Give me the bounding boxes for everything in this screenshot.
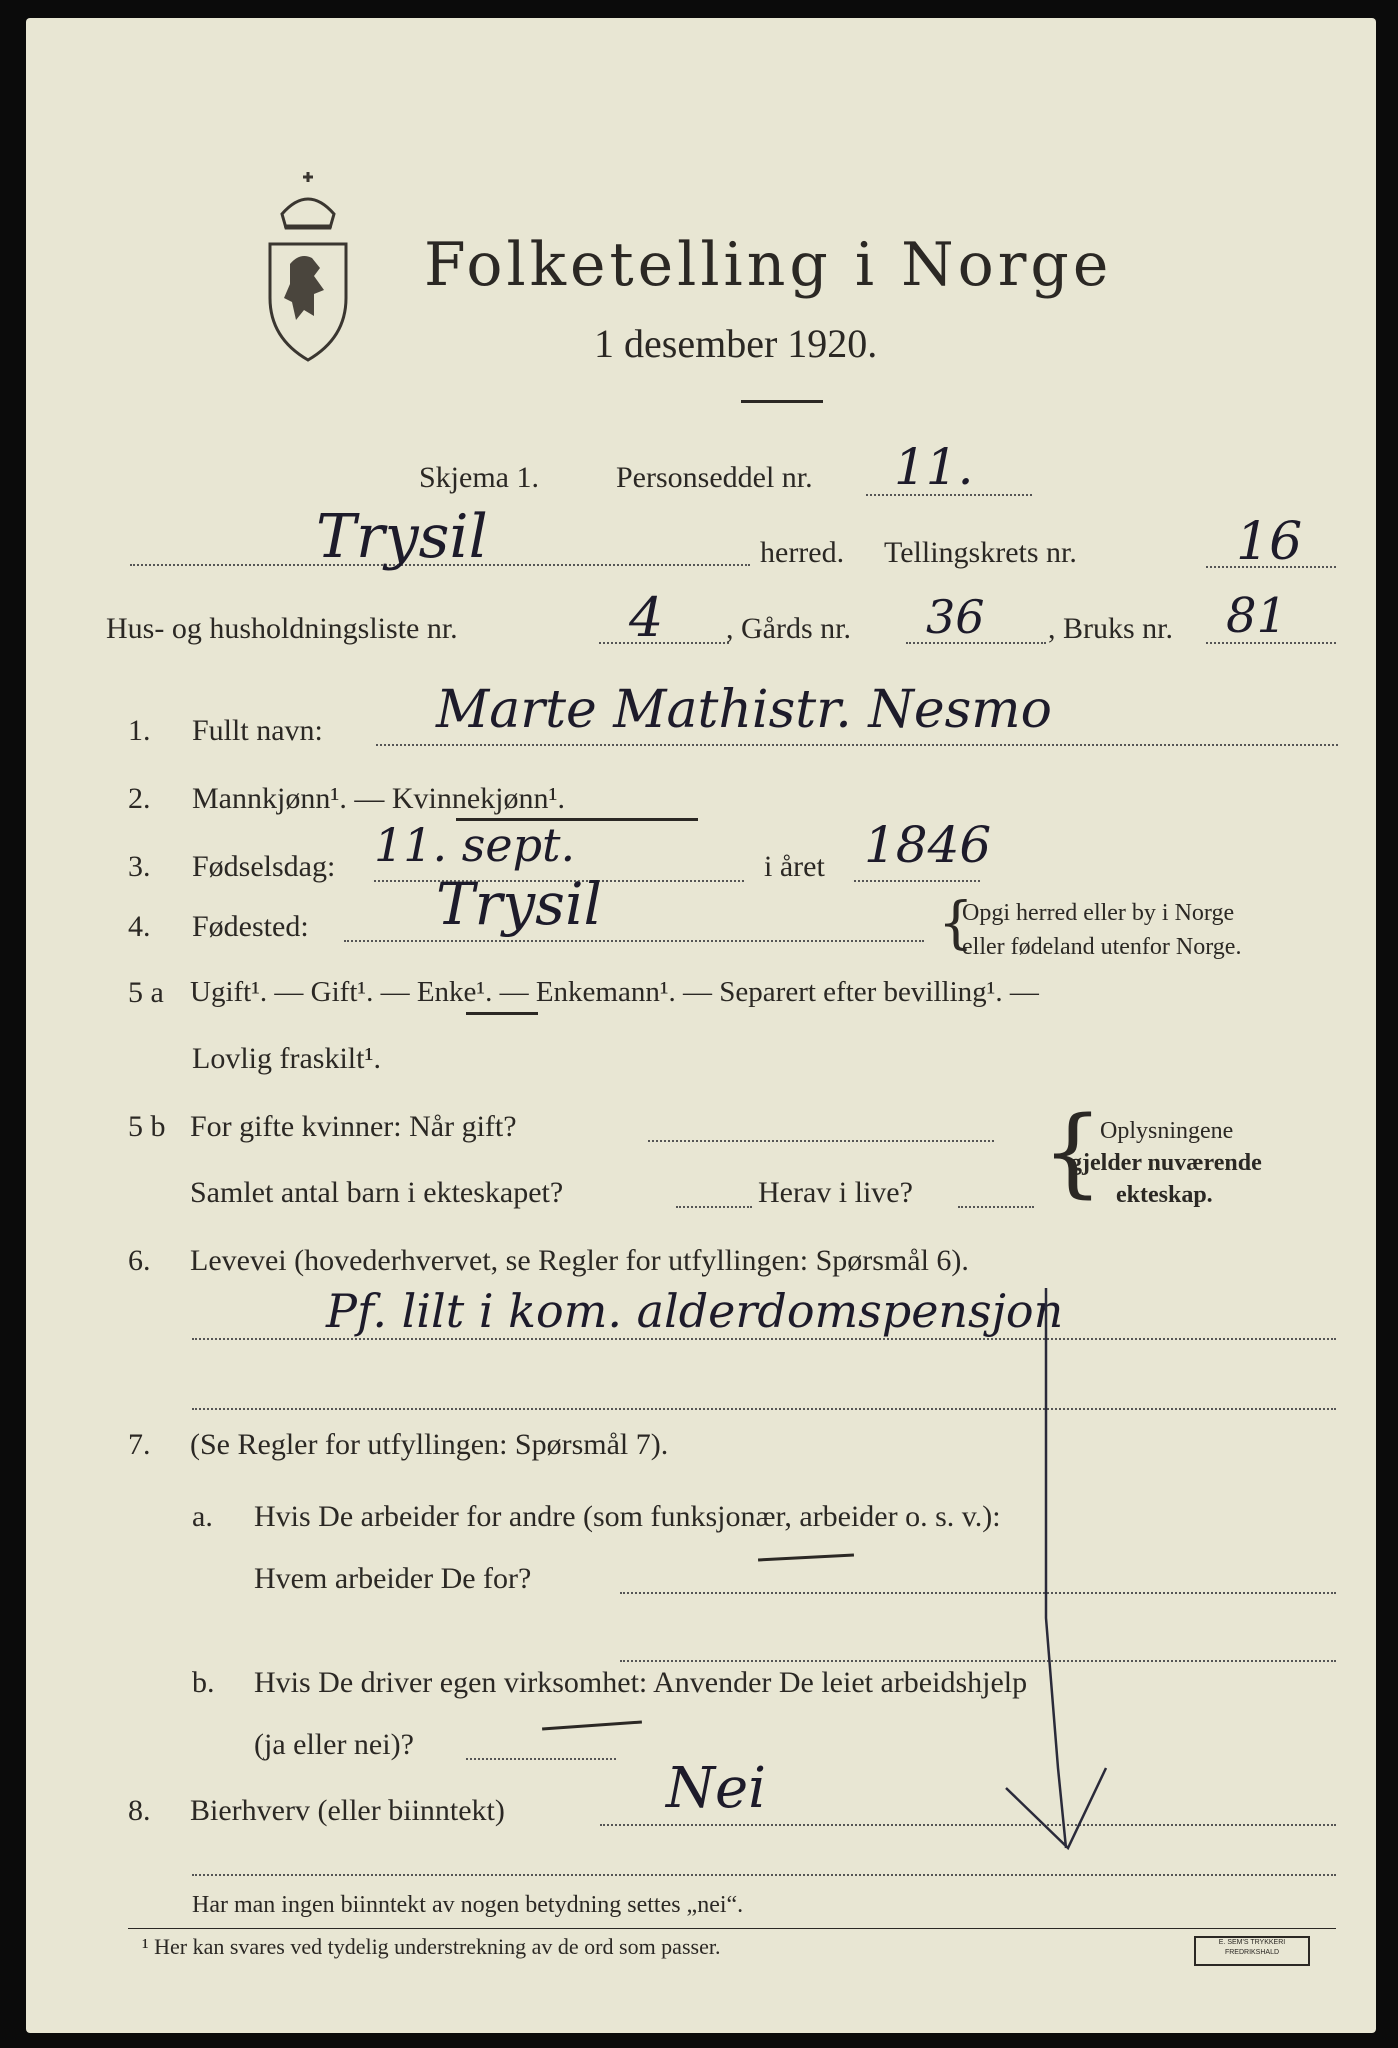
personseddel-label: Personseddel nr. <box>616 461 813 494</box>
husholdningsliste-value: 4 <box>629 586 664 649</box>
check-mark-stroke <box>986 1288 1126 1868</box>
husholdningsliste-line <box>599 642 729 644</box>
q1-label: Fullt navn: <box>192 714 323 747</box>
q4-value: Trysil <box>436 870 603 938</box>
q5b-line-2b: Herav i live? <box>758 1176 913 1209</box>
q7b-letter: b. <box>192 1666 215 1699</box>
q5b-note-1: Oplysningene <box>1100 1118 1234 1144</box>
bruks-value: 81 <box>1226 588 1288 644</box>
census-date: 1 desember 1920. <box>594 321 878 366</box>
tellingskrets-label: Tellingskrets nr. <box>884 536 1077 569</box>
q3-year-label: i året <box>764 850 825 883</box>
husholdningsliste-label: Hus- og husholdningsliste nr. <box>106 612 458 645</box>
q5b-note-2: gjelder nuværende <box>1070 1150 1262 1176</box>
q5b-gift-line <box>648 1140 994 1142</box>
q5b-live-line <box>958 1206 1034 1208</box>
q6-number: 6. <box>128 1244 151 1277</box>
skjema-label: Skjema 1. <box>419 461 539 494</box>
printer-stamp: E. SEM'S TRYKKERI FREDRIKSHALD <box>1194 1936 1310 1966</box>
q2-label: Mannkjønn¹. — Kvinnekjønn¹. <box>192 782 565 815</box>
q6-line-1 <box>192 1338 1336 1340</box>
q4-brace: { <box>938 891 974 956</box>
q4-line <box>344 940 924 942</box>
q3-year-value: 1846 <box>864 816 992 874</box>
q7a-line-extra <box>620 1660 1336 1662</box>
q8-value: Nei <box>666 1756 767 1821</box>
herred-value: Trysil <box>316 502 488 572</box>
q4-number: 4. <box>128 910 151 943</box>
q5a-line-1: Ugift¹. — Gift¹. — Enke¹. — Enkemann¹. — Separert efter bevilling¹. — <box>190 976 1039 1008</box>
coat-of-arms-icon <box>260 164 356 374</box>
q5b-line-1: For gifte kvinner: Når gift? <box>190 1110 517 1143</box>
q7b-line-2: (ja eller nei)? <box>254 1728 414 1761</box>
q3-value: 11. sept. <box>374 818 576 872</box>
q7b-dash <box>542 1721 642 1731</box>
q3-year-line <box>854 880 980 882</box>
q7a-line-1: Hvis De arbeider for andre (som funksjonær, arbeider o. s. v.): <box>254 1500 1001 1533</box>
form-title: Folketelling i Norge <box>424 230 1113 300</box>
q7a-line-2: Hvem arbeider De for? <box>254 1562 532 1595</box>
q5a-underline <box>466 1012 538 1015</box>
q7-label: (Se Regler for utfyllingen: Spørsmål 7). <box>190 1428 669 1461</box>
q7a-letter: a. <box>192 1500 213 1533</box>
q5a-number: 5 a <box>128 976 164 1009</box>
title-divider <box>741 400 823 403</box>
census-form-page <box>26 18 1376 2033</box>
q5b-line-2a: Samlet antal barn i ekteskapet? <box>190 1176 564 1209</box>
q4-note-1: Opgi herred eller by i Norge <box>962 900 1235 926</box>
footnote: ¹ Her kan svares ved tydelig understrekning av de ord som passer. <box>142 1934 721 1959</box>
q5b-barn-line <box>676 1206 752 1208</box>
q3-label: Fødselsdag: <box>192 850 336 883</box>
q5b-number: 5 b <box>128 1110 166 1143</box>
bruks-label: , Bruks nr. <box>1048 612 1174 645</box>
note-bottom: Har man ingen biinntekt av nogen betydning settes „nei“. <box>192 1892 744 1918</box>
q6-line-2 <box>192 1408 1336 1410</box>
q7a-dash <box>758 1553 854 1561</box>
q7b-answer-line <box>466 1758 616 1760</box>
q8-line <box>600 1824 1336 1826</box>
gards-value: 36 <box>926 590 985 644</box>
q6-value: Pf. lilt i kom. alderdomspensjon <box>326 1284 1064 1338</box>
q7a-answer-line <box>620 1592 1336 1594</box>
q1-number: 1. <box>128 714 151 747</box>
q8-line-2 <box>192 1874 1336 1876</box>
q7-number: 7. <box>128 1428 151 1461</box>
gards-label: , Gårds nr. <box>726 612 851 645</box>
herred-label: herred. <box>760 536 845 569</box>
q1-value: Marte Mathistr. Nesmo <box>436 680 1052 740</box>
q5b-brace: { <box>1042 1096 1104 1208</box>
q6-label: Levevei (hovederhvervet, se Regler for utfyllingen: Spørsmål 6). <box>190 1244 969 1277</box>
q5a-line-2: Lovlig fraskilt¹. <box>192 1042 381 1075</box>
q3-number: 3. <box>128 850 151 883</box>
q1-line <box>376 744 1338 746</box>
q4-note-2: eller fødeland utenfor Norge. <box>962 934 1242 960</box>
personseddel-value: 11. <box>894 438 974 496</box>
q4-label: Fødested: <box>192 910 309 943</box>
footnote-divider <box>128 1928 1336 1929</box>
q5b-note-3: ekteskap. <box>1116 1182 1213 1208</box>
q8-label: Bierhverv (eller biinntekt) <box>190 1794 505 1827</box>
tellingskrets-value: 16 <box>1236 512 1303 572</box>
q2-number: 2. <box>128 782 151 815</box>
q7b-line-1: Hvis De driver egen virksomhet: Anvender De leiet arbeidshjelp <box>254 1666 1028 1699</box>
q8-number: 8. <box>128 1794 151 1827</box>
